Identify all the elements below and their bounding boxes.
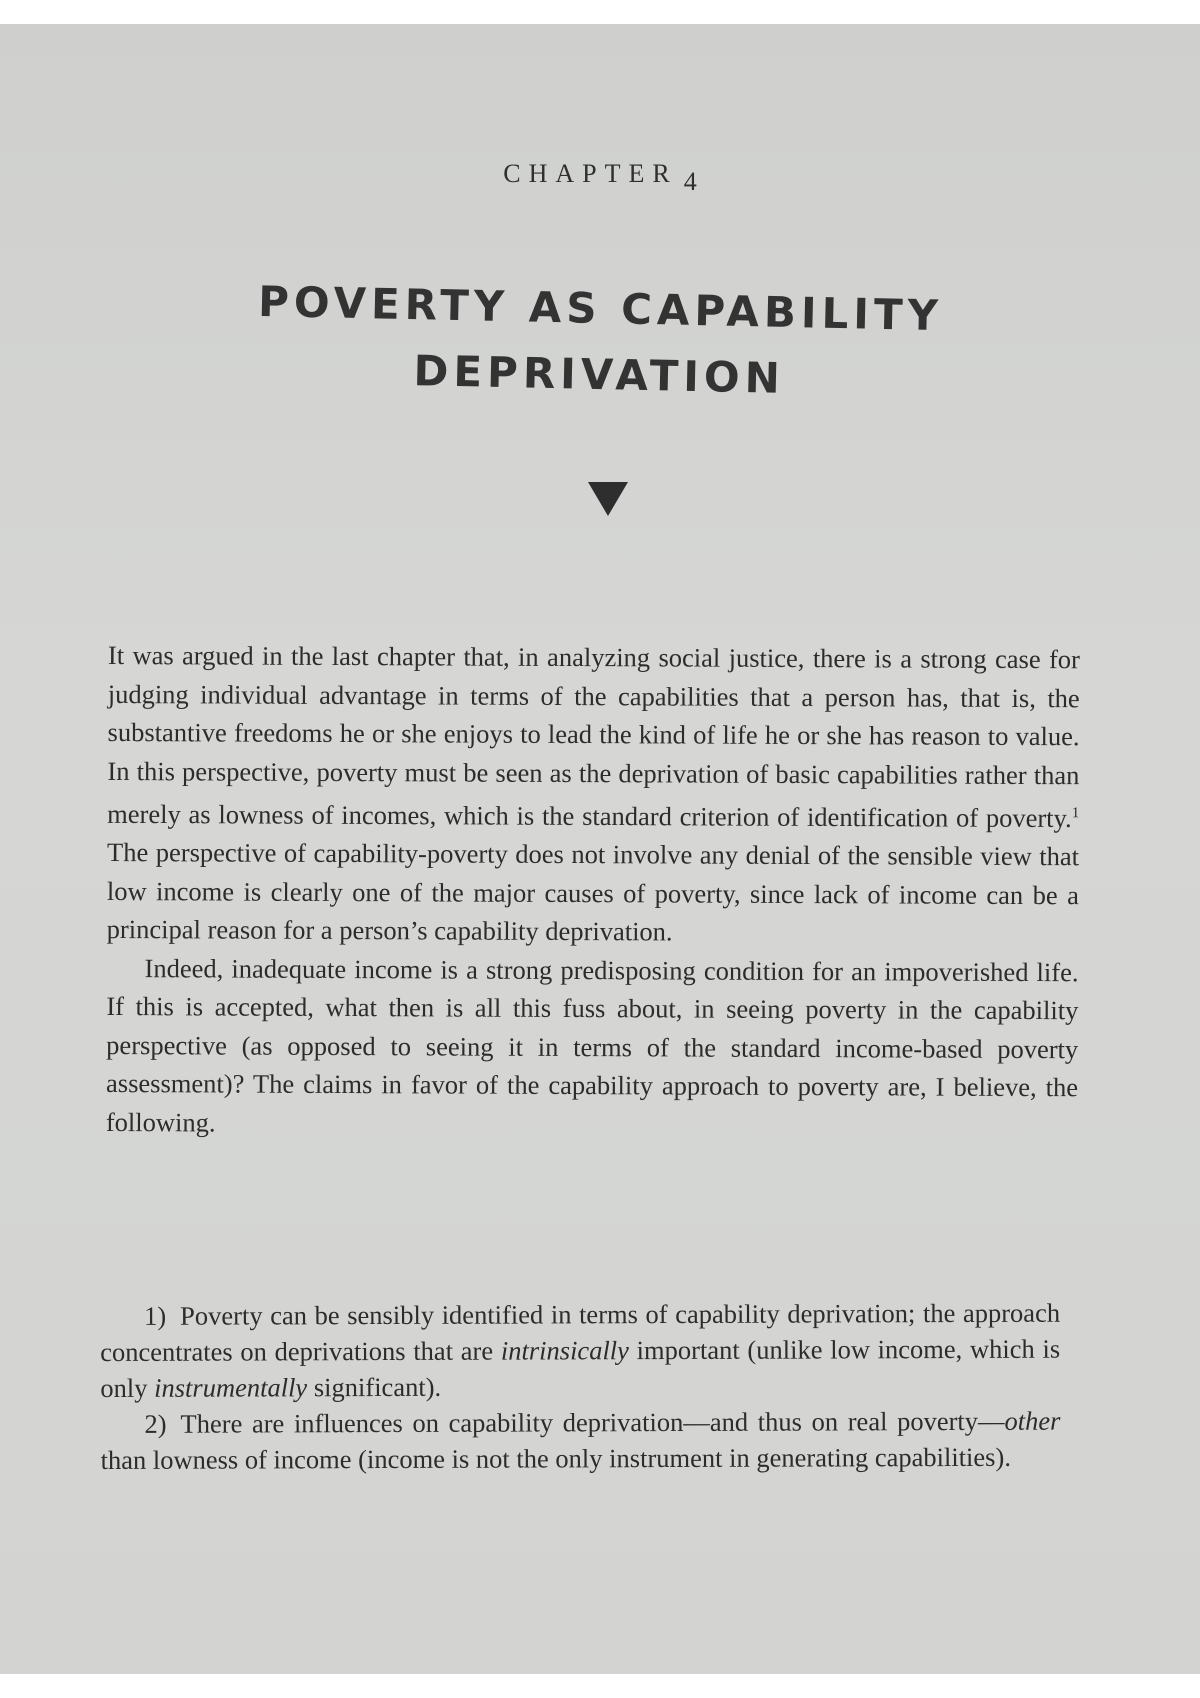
list-item-text: than lowness of income (income is not the only instrument in generating capabilities).	[100, 1441, 1011, 1475]
chapter-title-line-2: DEPRIVATION	[413, 346, 786, 403]
list-item-text: Poverty can be sensibly identified in terms of capability deprivation; the approach concentrates on deprivations that are	[100, 1297, 1061, 1367]
chapter-word: CHAPTER	[503, 159, 678, 188]
list-item-emphasis: intrinsically	[500, 1335, 629, 1366]
claims-list	[100, 1295, 1061, 1478]
list-item-text: significant).	[307, 1371, 442, 1403]
paragraph-1-text: It was argued in the last chapter that, in analyzing social justice, there is a strong case for judging individual advantage in terms of the capabilities that a person has, that is, the substantive freedoms he or she enjoys to lead the kind of life he or she has reason to value. In this perspective, poverty must be seen as the deprivation of basic capabilities rather than merely as lowness of incomes, which is the standard criterion of identification of poverty.	[107, 639, 1080, 834]
paragraph-1-tail: The perspective of capability-poverty does not involve any denial of the sensible view that low income is clearly one of the major causes of poverty, since lack of income can be a principal reason for a person’s capability deprivation.	[106, 837, 1080, 947]
footnote-marker: 1	[1071, 805, 1080, 822]
chapter-number: 4	[683, 167, 697, 196]
paragraph-2: Indeed, inadequate income is a strong predisposing condition for an impoverished life. If this is accepted, what then is all this fuss about, in seeing poverty in the capability perspective (as opposed to seeing it in terms of the standard income-based poverty assessment)? The claims in favor of the capability approach to poverty are, I believe, the following.	[105, 952, 1079, 1138]
chapter-title-line-1: POVERTY AS CAPABILITY	[257, 276, 944, 341]
paragraph-1	[107, 636, 1080, 953]
list-item-emphasis: instrumentally	[154, 1372, 308, 1403]
book-page	[0, 24, 1200, 1674]
list-item-text: There are influences on capability deprivation—and thus on real poverty—	[180, 1405, 1005, 1439]
list-item-marker: 2)	[144, 1408, 167, 1439]
list-item-marker: 1)	[144, 1300, 167, 1331]
list-item-emphasis: other	[1004, 1405, 1061, 1436]
list-item	[100, 1403, 1060, 1478]
list-item-text: important (unlike low income, which is only	[100, 1333, 1061, 1403]
body-text	[106, 636, 1080, 1146]
chapter-label	[0, 159, 1200, 196]
chapter-title	[0, 263, 1200, 420]
down-triangle-icon	[588, 482, 628, 516]
list-item	[100, 1295, 1060, 1406]
